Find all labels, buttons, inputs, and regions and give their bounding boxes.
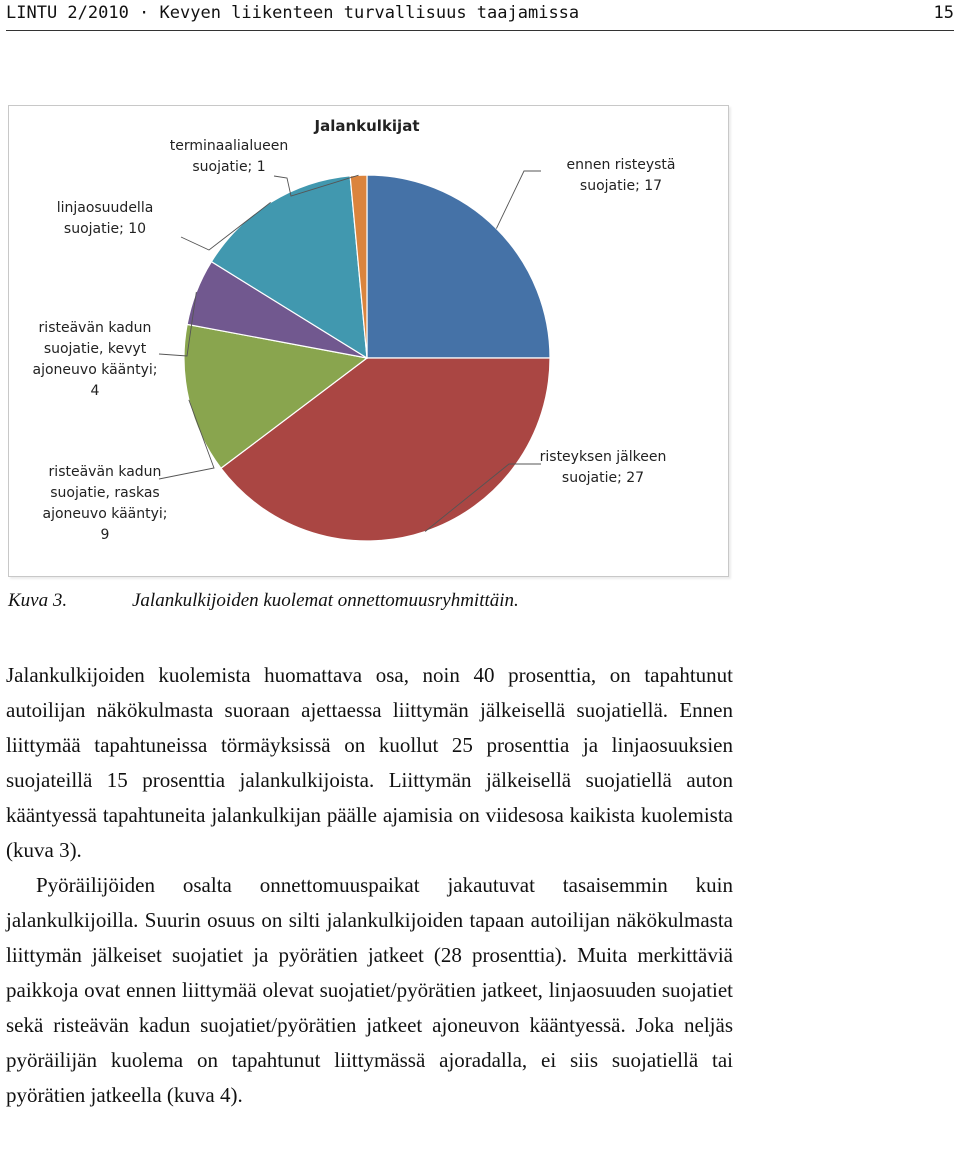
paragraph-1: Jalankulkijoiden kuolemista huomattava osa, noin 40 prosenttia, on tapahtunut autoilijan näkökulmasta suoraan ajettaessa liittymän jälkeisellä suojatiellä. Ennen liittymää tapahtuneissa törmäyksissä on kuollut 25 prosenttia ja linjaosuuksien suojateillä 15 prosenttia jalankulkijoista. Liittymän jälkeisellä suojatiellä auton kääntyessä tapahtuneita jalankulkijan päälle ajamisia on viidesosa kaikista kuolemista (kuva 3).	[6, 663, 733, 862]
chart-title: Jalankulkijat	[314, 117, 420, 135]
page-number: 15	[933, 3, 954, 23]
body-text	[6, 658, 733, 1113]
slice-label-6: terminaalialueen suojatie; 1	[169, 138, 289, 175]
publication-title: LINTU 2/2010 · Kevyen liikenteen turvallisuus taajamissa	[6, 3, 580, 23]
caption-number: Kuva 3.	[8, 590, 68, 611]
slice-label-1: ennen risteystä suojatie; 17	[566, 157, 676, 194]
leader-line-1	[496, 171, 541, 229]
slice-label-5: linjaosuudella suojatie; 10	[56, 200, 154, 237]
caption-text: Jalankulkijoiden kuolemat onnettomuusryhmittäin.	[132, 590, 519, 611]
page-header	[6, 0, 954, 31]
slice-label-2: risteyksen jälkeen suojatie; 27	[539, 449, 667, 486]
slice-label-3: risteävän kadun suojatie, raskas ajoneuvo kääntyi; 9	[42, 464, 168, 543]
pie-slice-1	[367, 175, 550, 358]
slice-label-4: risteävän kadun suojatie, kevyt ajoneuvo kääntyi; 4	[32, 320, 158, 399]
paragraph-2: Pyöräilijöiden osalta onnettomuuspaikat jakautuvat tasaisemmin kuin jalankulkijoilla. Suurin osuus on silti jalankulkijoiden tapaan autoilijan näkökulmasta liittymän jälkeiset suojatiet ja pyörätien jatkeet (28 prosenttia). Muita merkittäviä paikkoja ovat ennen liittymää olevat suojatiet/pyörätien jatkeet, linjaosuuden suojatiet sekä risteävän kadun suojatiet/pyörätien jatkeet ajoneuvon kääntyessä. Joka neljäs pyöräilijän kuolema on tapahtunut liittymässä ajoradalla, ei siis suojatiellä tai pyörätien jatkeella (kuva 4).	[6, 873, 733, 1107]
pie-chart-frame	[8, 105, 729, 577]
pie-chart	[9, 106, 728, 576]
